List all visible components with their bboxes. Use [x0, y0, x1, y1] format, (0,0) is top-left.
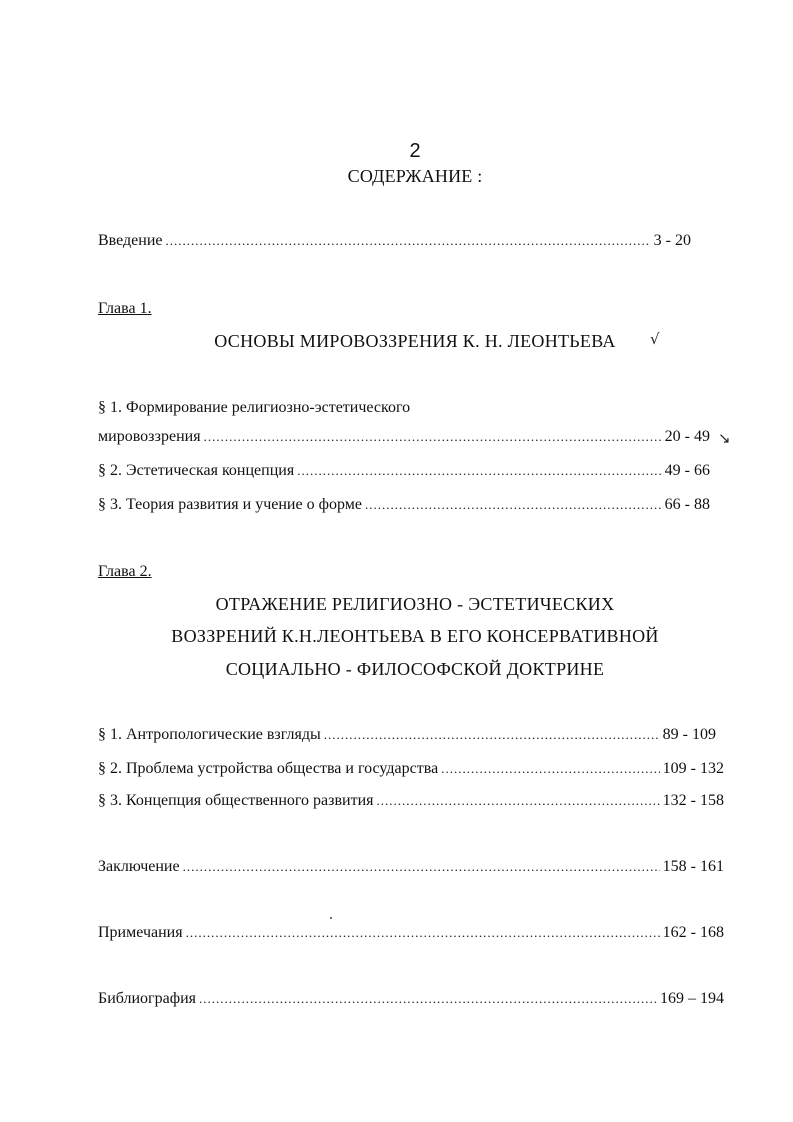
toc-entry-label: § 3. Теория развития и учение о форме — [98, 496, 362, 513]
toc-entry-label: Введение — [98, 232, 163, 249]
leader-dots — [324, 727, 660, 743]
leader-dots — [377, 793, 660, 809]
toc-entry-pages: 132 - 158 — [662, 792, 724, 809]
toc-entry-pages: 169 – 194 — [660, 990, 724, 1007]
chapter1-section1-line1: § 1. Формирование религиозно-эстетического — [98, 399, 411, 416]
leader-dots — [166, 233, 651, 249]
toc-entry-label: Библиография — [98, 990, 196, 1007]
toc-entry-ch1-s2 — [98, 462, 710, 480]
chapter2-title-line1: ОТРАЖЕНИЕ РЕЛИГИОЗНО - ЭСТЕТИЧЕСКИХ — [215, 594, 615, 614]
toc-entry-pages: 162 - 168 — [662, 924, 724, 941]
toc-entry-ch1-s1 — [98, 428, 710, 446]
chapter1-label: Глава 1. — [98, 300, 152, 317]
toc-entry-label: § 2. Эстетическая концепция — [98, 462, 295, 479]
toc-entry-pages: 20 - 49 — [664, 428, 710, 445]
leader-dots — [365, 497, 662, 513]
toc-entry-conclusion — [98, 858, 724, 876]
toc-entry-pages: 89 - 109 — [662, 726, 716, 743]
leader-dots — [297, 463, 661, 479]
toc-entry-ch2-s2 — [98, 760, 724, 778]
chapter1-title-text: ОСНОВЫ МИРОВОЗЗРЕНИЯ К. Н. ЛЕОНТЬЕВА — [214, 331, 616, 351]
toc-entry-pages: 66 - 88 — [664, 496, 710, 513]
page-number: 2 — [409, 140, 421, 162]
page-title: СОДЕРЖАНИЕ : — [347, 166, 483, 186]
toc-entry-label: § 3. Концепция общественного развития — [98, 792, 374, 809]
toc-entry-label: § 2. Проблема устройства общества и государства — [98, 760, 439, 777]
toc-entry-label: § 1. Антропологические взгляды — [98, 726, 321, 743]
leader-dots — [204, 429, 662, 445]
toc-entry-ch1-s3 — [98, 496, 710, 514]
toc-entry-intro — [98, 232, 691, 250]
chapter1-title — [0, 331, 793, 352]
toc-entry-label: Заключение — [98, 858, 180, 875]
toc-entry-ch2-s1 — [98, 726, 716, 744]
toc-entry-label: мировоззрения — [98, 428, 201, 445]
toc-entry-pages: 109 - 132 — [662, 760, 724, 777]
leader-dots — [199, 991, 657, 1007]
chapter2-label: Глава 2. — [98, 563, 152, 580]
check-mark-icon: √ — [650, 330, 660, 348]
toc-entry-label: Примечания — [98, 924, 183, 941]
toc-entry-ch2-s3 — [98, 792, 724, 810]
toc-entry-pages: 158 - 161 — [662, 858, 724, 875]
chapter2-title-line2: ВОЗЗРЕНИЙ К.Н.ЛЕОНТЬЕВА В ЕГО КОНСЕРВАТИВНОЙ — [171, 626, 659, 646]
chapter2-title-line3: СОЦИАЛЬНО - ФИЛОСОФСКОЙ ДОКТРИНЕ — [225, 659, 605, 679]
toc-entry-pages: 3 - 20 — [653, 232, 691, 249]
toc-entry-notes — [98, 924, 724, 942]
toc-entry-pages: 49 - 66 — [664, 462, 710, 479]
leader-dots — [186, 925, 660, 941]
leader-dots — [183, 859, 660, 875]
arrow-mark-icon: ↘ — [718, 429, 731, 447]
leader-dots — [441, 761, 659, 777]
toc-entry-bibliography — [98, 990, 724, 1008]
scan-speck — [330, 917, 332, 919]
